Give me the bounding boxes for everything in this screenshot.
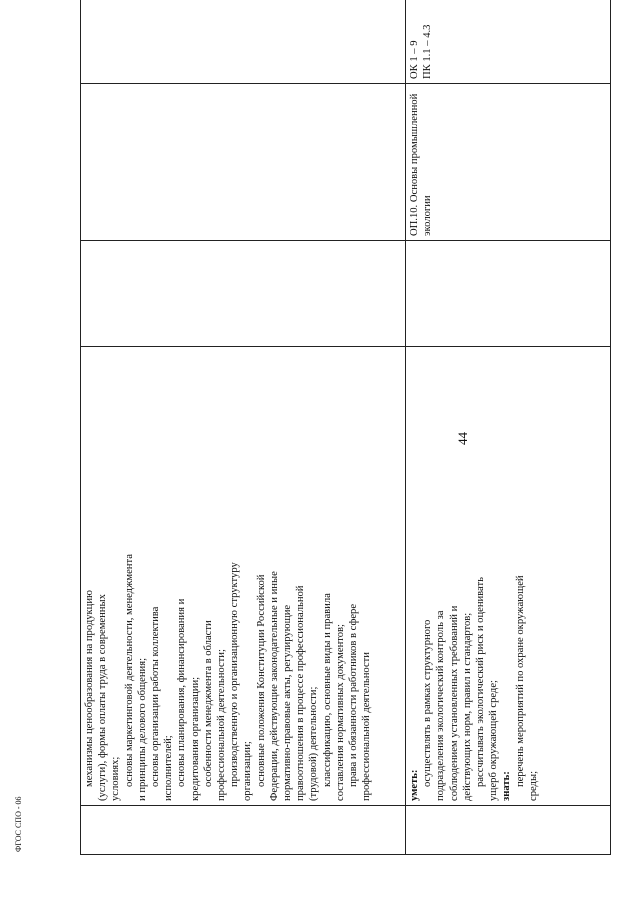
section-heading: уметь: (409, 769, 420, 801)
table-cell-empty (81, 241, 406, 347)
text-line: профессиональной деятельности (361, 652, 373, 801)
table-cell-empty (406, 241, 611, 347)
text-line: основы планирования, финансирования и (176, 598, 188, 787)
text-line: осуществлять в рамках структурного (422, 619, 434, 787)
competency-general: ОК 1 – 9 (409, 40, 420, 79)
text-line: перечень мероприятий по охране окружающей (514, 575, 526, 787)
text-line: профессиональной деятельности; (216, 649, 228, 801)
table-cell-competencies (406, 0, 611, 84)
text-line: Федерации, действующие законодательные и иные (268, 571, 280, 801)
text-line: права и обязанности работников в сфере (348, 603, 360, 787)
curriculum-table (80, 0, 611, 855)
text-line: (трудовой) деятельности; (308, 686, 320, 801)
table-cell-requirements (406, 347, 611, 806)
text-line: условиях; (110, 756, 122, 801)
text-line: соблюдением установленных требований и (448, 605, 460, 801)
text-line: основы организации работы коллектива (150, 606, 162, 787)
rotated-table-container (80, 15, 610, 855)
text-line: действующих норм, правил и стандартов; (461, 612, 473, 801)
table-cell-competencies (81, 0, 406, 84)
table-cell-index (406, 806, 611, 855)
text-line: ущерб окружающей среде; (488, 680, 500, 801)
text-line: производственную и организационную структуру (229, 562, 241, 787)
page-number: 44 (455, 432, 470, 445)
table-cell-index (81, 806, 406, 855)
table-row (81, 0, 406, 855)
table-row (406, 0, 611, 855)
table-cell-discipline (406, 84, 611, 241)
text-line: классификацию, основные виды и правила (321, 593, 333, 787)
text-line: кредитования организации; (189, 676, 201, 801)
text-line: организации; (242, 741, 254, 801)
text-line: механизмы ценообразования на продукцию (84, 590, 95, 787)
text-line: исполнителей; (163, 735, 175, 801)
footer-standard-code: ФГОС СПО - 06 (14, 796, 23, 852)
discipline-label: ОП.10. Основы промышленной экологии (409, 93, 434, 236)
text-line: рассчитывать экологический риск и оценивать (475, 577, 487, 787)
text-line: правоотношения в процессе профессиональной (295, 585, 307, 801)
text-line: и принципы делового общения; (136, 657, 148, 801)
text-line: (услуги), формы оплаты труда в современных (97, 594, 109, 801)
text-line: нормативно-правовые акты, регулирующие (282, 604, 294, 801)
text-line: среды; (527, 770, 539, 801)
competency-professional: ПК 1.1 – 4.3 (422, 24, 434, 79)
text-line: составления нормативных документов; (334, 624, 346, 801)
text-line: основы маркетинговой деятельности, менеджмента (123, 554, 135, 787)
text-line: основные положения Конституции Российской (255, 574, 267, 787)
section-heading: знать: (501, 771, 513, 801)
table-cell-discipline (81, 84, 406, 241)
table-cell-requirements (81, 347, 406, 806)
text-line: особенности менеджмента в области (202, 620, 214, 787)
text-line: подразделения экологический контроль за (435, 610, 447, 801)
